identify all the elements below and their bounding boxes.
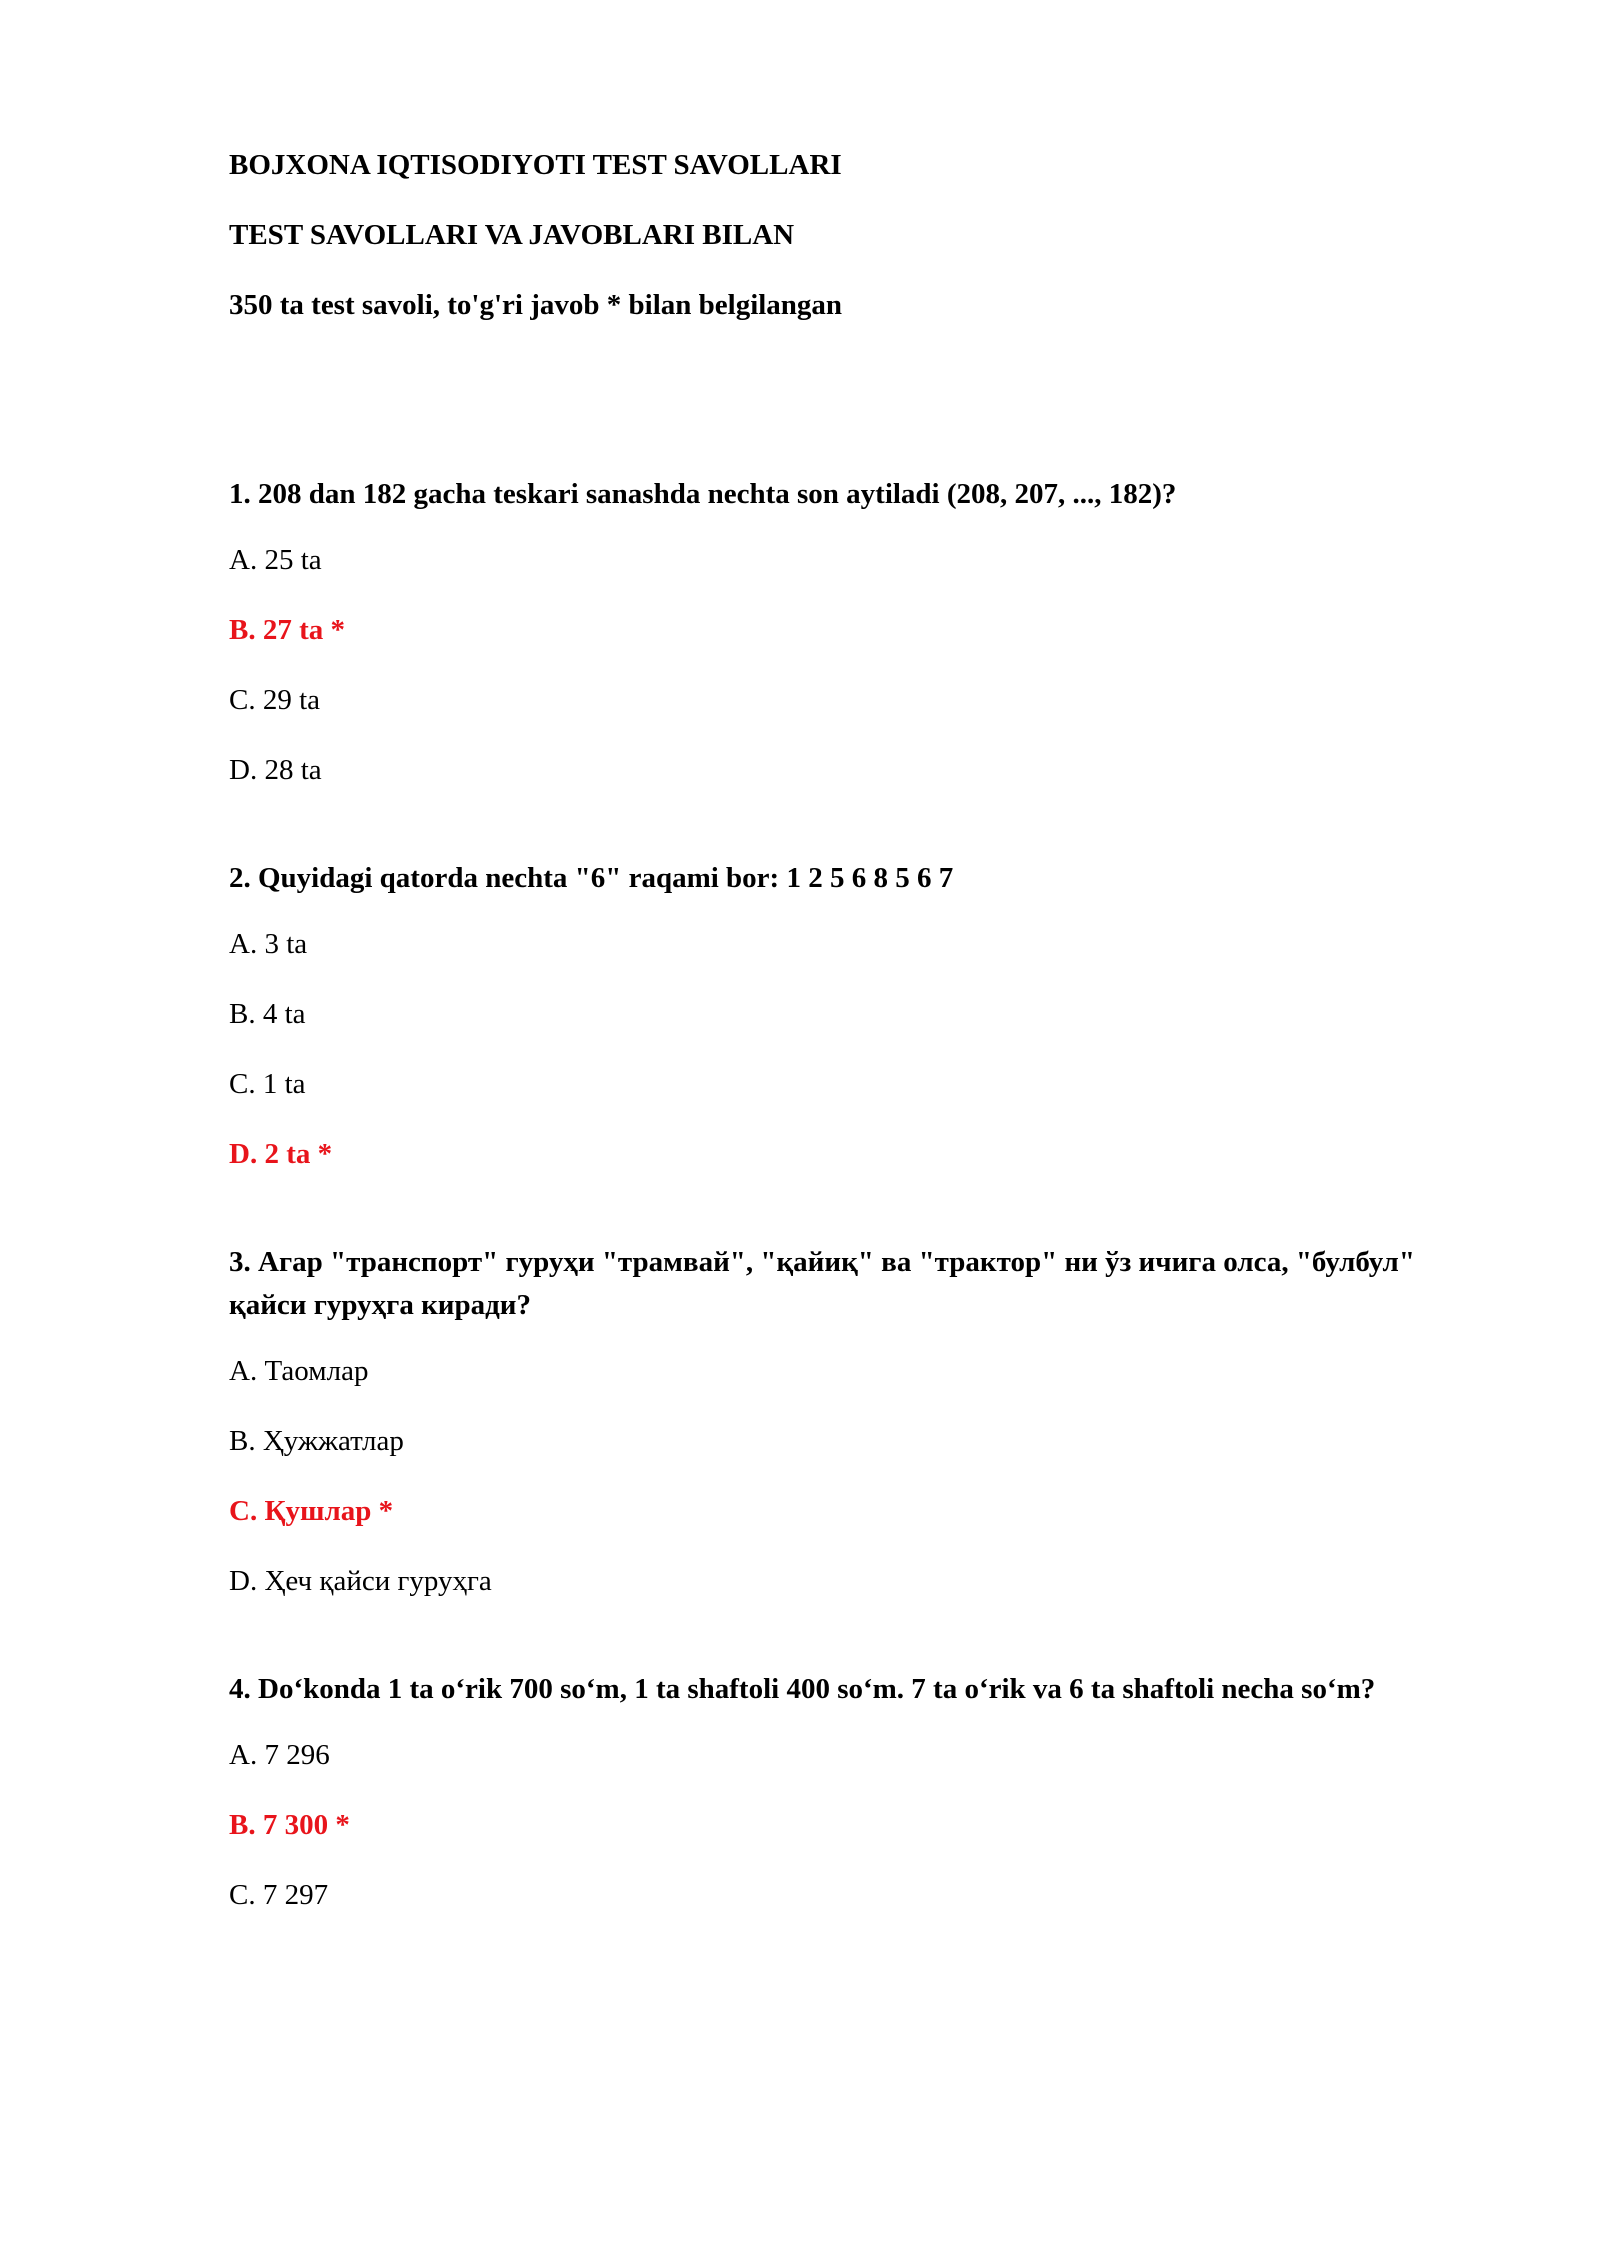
question-4	[229, 1668, 1429, 1912]
question-3	[229, 1241, 1429, 1598]
answer-option-d-correct: D. 2 ta *	[229, 1138, 333, 1170]
questions-list	[229, 473, 1429, 1912]
answer-option-d: D. Ҳеч қайси гуруҳга	[229, 1565, 492, 1597]
answer-option-a: A. 3 ta	[229, 928, 308, 960]
answer-option-b-correct: B. 7 300 *	[229, 1809, 350, 1841]
document-subtitle: TEST SAVOLLARI VA JAVOBLARI BILAN	[229, 219, 795, 251]
question-text: 1. 208 dan 182 gacha teskari sanashda nechta son aytiladi (208, 207, ..., 182)?	[229, 478, 1177, 510]
answer-option-c: C. 1 ta	[229, 1068, 306, 1100]
answer-option-c: C. 29 ta	[229, 684, 321, 716]
answer-option-c: C. 7 297	[229, 1879, 329, 1911]
question-text: 2. Quyidagi qatorda nechta "6" raqami bor: 1 2 5 6 8 5 6 7	[229, 862, 954, 894]
answer-option-a: A. 25 ta	[229, 544, 322, 576]
question-text: 4. Do‘konda 1 ta o‘rik 700 so‘m, 1 ta shaftoli 400 so‘m. 7 ta o‘rik va 6 ta shaftoli necha so‘m?	[229, 1673, 1376, 1705]
question-1	[229, 473, 1429, 787]
answer-option-c-correct: C. Қушлар *	[229, 1495, 394, 1527]
document-content	[229, 148, 1429, 1982]
answer-option-a: A. Таомлар	[229, 1355, 369, 1387]
answer-option-b-correct: B. 27 ta *	[229, 614, 345, 646]
answer-option-a: A. 7 296	[229, 1739, 330, 1771]
question-2	[229, 857, 1429, 1171]
answer-option-b: B. 4 ta	[229, 998, 306, 1030]
answer-option-b: B. Ҳужжатлар	[229, 1425, 404, 1457]
question-text: 3. Агар "транспорт" гуруҳи "трамвай", "қайиқ" ва "трактор" ни ўз ичига олса, "булбул" қайси гуруҳга киради?	[229, 1246, 1415, 1321]
document-title: BOJXONA IQTISODIYOTI TEST SAVOLLARI	[229, 149, 842, 181]
answer-option-d: D. 28 ta	[229, 754, 322, 786]
document-note: 350 ta test savoli, to'g'ri javob * bilan belgilangan	[229, 289, 843, 321]
